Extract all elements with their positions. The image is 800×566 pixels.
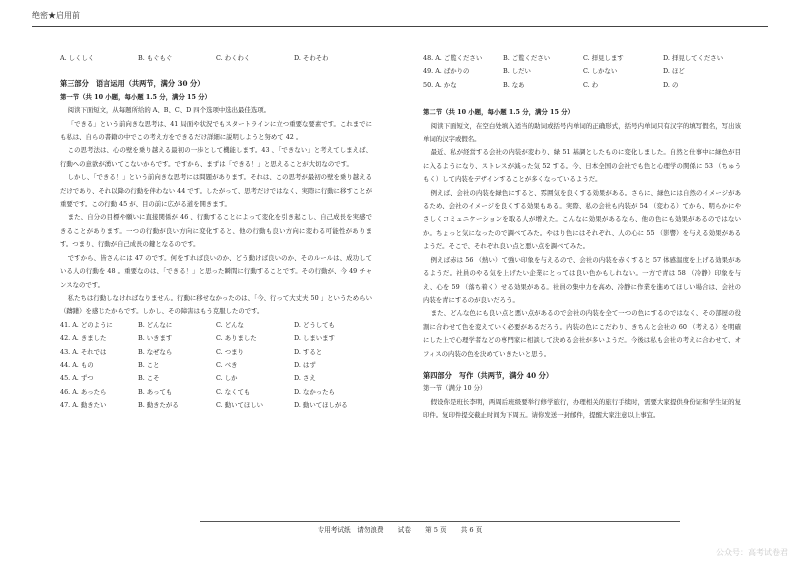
- option: D. どうしても: [294, 320, 335, 329]
- option: B. なあ: [503, 80, 525, 89]
- footer-note: 专用考试纸 请勿浪费: [317, 526, 384, 534]
- passage-paragraph: 「できる」という前向きな思考は、41 局面や状況でもスタートラインに立つ重要な要素です。これまでにも私は、自らの書籍の中でこの考え方をできるだけ詳細に説明しようと努めて 42 。: [60, 119, 372, 142]
- top-divider: [32, 26, 768, 27]
- question-row: [423, 79, 741, 92]
- writing-subsection-title: 第一节（满分 10 分）: [423, 384, 487, 393]
- question-row: [60, 399, 372, 412]
- option: D. 動いてほしがる: [294, 401, 348, 410]
- subsection-2-title: 第二节（共 10 小题，每小题 1.5 分，满分 15 分）: [423, 108, 574, 117]
- option: 41. A. どのように: [60, 320, 113, 329]
- option: A. しくしく: [60, 54, 95, 62]
- question-row: [60, 319, 372, 332]
- option: 43. A. それでは: [60, 347, 107, 356]
- option: C. わくわく: [216, 54, 251, 62]
- option: D. しまいます: [294, 334, 335, 343]
- option: 49. A. ばかりの: [423, 67, 470, 76]
- option: C. ありました: [216, 334, 257, 343]
- option: B. なぜなら: [138, 347, 173, 356]
- option: B. もぐもぐ: [138, 54, 173, 62]
- option: B. どんなに: [138, 320, 173, 329]
- question-options: [423, 52, 741, 92]
- passage-paragraph: また、どんな色にも良い点と悪い点があるので会社の内装を全て一つの色にするのではなく、その部屋の役割に合わせて色を変えていく必要があるだろう。内装の色にこだわり、きちんと会社の 60 （考える）を明確にした上で心理学者などの専門家に相談して決める会社が多いようだ。今後は私も会社の考えに合わせて、オフィスの内装の色を決めていきたいと思う。: [423, 309, 741, 358]
- writing-prompt: 假设你是班长李明，两周后班级要举行修学旅行，办理相关的旅行手续时，需要大家提供身份证和学生证的复印件。复印件提交截止时间为下周五。请你发送一封邮件，提醒大家注意以上事宜。: [423, 397, 741, 420]
- passage-paragraph: ですから、皆さんには 47 のです。何をすれば良いのか、どう動けば良いのか、そのルールは、成功している人の行動を 48 。重要なのは、「できる！」と思った瞬間に行動することです。その行動が、今 49 チャンスなのです。: [60, 253, 372, 289]
- page-number: 第 5 页: [425, 526, 447, 534]
- passage-paragraph: 最近、私が経営する会社の内装が変わり、緑 51 基調としたものに変化しました。自然と仕事中に緑色が目に入るようになり、ストレスが減った気 52 する。今、日本全国の会社でも色と心理学の関係に 53 （ちゅうもく）して内装をデザインすることが多くなっているようだ。: [423, 148, 741, 184]
- option: 50. A. かな: [423, 80, 457, 89]
- option: B. こと: [138, 360, 160, 369]
- option: B. こそ: [138, 374, 160, 383]
- subsection-1-title: 第一节（共 10 小题，每小题 1.5 分，满分 15 分）: [60, 92, 211, 101]
- bottom-divider: [200, 521, 680, 522]
- option: 46. A. あったら: [60, 387, 107, 396]
- passage-paragraph: この思考法は、心の壁を乗り越える最初の一歩として機能します。43 、「できない」と考えてしまえば、行動への意欲が湧いてこないからです。ですから、まずは「できる！」と思えることが大切なのです。: [60, 146, 372, 168]
- option: 42. A. きました: [60, 334, 107, 343]
- option: C. つまり: [216, 347, 244, 356]
- question-row: [60, 346, 372, 359]
- option: D. さえ: [294, 374, 316, 383]
- option: D. の: [663, 80, 679, 89]
- option: D. なかったら: [294, 387, 335, 396]
- section-4-title: 第四部分 写作（共两节，满分 40 分）: [423, 370, 554, 380]
- section-3-title: 第三部分 语言运用（共两节，满分 30 分）: [60, 79, 205, 89]
- option: C. なくても: [216, 387, 251, 396]
- question-row: [423, 65, 741, 78]
- question-row: [60, 332, 372, 345]
- option: 45. A. ずつ: [60, 374, 94, 383]
- question-row: [60, 386, 372, 399]
- option: B. あっても: [138, 387, 173, 396]
- option: D. ほど: [663, 67, 685, 76]
- option: 44. A. もの: [60, 360, 94, 369]
- option: C. べき: [216, 360, 238, 369]
- question-row: [423, 52, 741, 65]
- question-options: [60, 319, 372, 413]
- option: B. いきます: [138, 334, 173, 343]
- page-footer: [0, 524, 800, 534]
- question-row: [60, 359, 372, 372]
- passage-paragraph: 例えば赤は 56 （熱い）て強い印象を与えるので、会社の内装を赤くすると 57 体感温度を上げる効果があるようだ。社員のやる気を上げたい企業にとっては良い色かもしれない。一方で青は 58 （冷静）印象を与え、心を 59 （落ち着く）せる効果がある。社員の集中力を高め、冷静に作業を進めてほしい場合は、会社の内装を青にするのが良いだろう。: [423, 255, 741, 304]
- passage-paragraph: また、自分の目標や願いに直接関係が 46 、行動することによって変化を引き起こし、自己成長を実感できることがあります。一つの行動が良い方向に変化すると、他の行動も良い方向に変わる可能性があります。つまり、行動が自己成長の鍵となるのです。: [60, 213, 372, 249]
- option: D. そわそわ: [294, 54, 329, 62]
- option: D. はず: [294, 360, 316, 369]
- confidential-header: 绝密★启用前: [32, 11, 80, 20]
- right-column: [423, 52, 741, 423]
- option: C. しかない: [583, 67, 618, 76]
- option: 47. A. 動きたい: [60, 401, 107, 410]
- instructions: 阅读下面短文，在空白处填入适当的助词或括号内单词的正确形式，括号内单词只有汉字的填写假名，写出该单词的汉字或假名。: [423, 121, 741, 144]
- option: 48. A. ご覧ください: [423, 54, 483, 62]
- option: C. 拝見します: [583, 54, 624, 62]
- question-row: [60, 372, 372, 385]
- top-options-row: [60, 52, 372, 65]
- passage-paragraph: 例えば、会社の内装を緑色にすると、雰囲気を良くする効果がある。さらに、緑色には自然のイメージがあるため、会社のイメージを良くする効果もある。実際、私の会社も内装が 54 （変わる）てから、明らかにやさしくコミュニケーションを取る人が増えた。こんなに効果があるなら、他の色にも効果があるのではないか。ちょっと気になったので調べてみた。やはり色にはそれぞれ、人の心に 55 （影響）を与える効果があるようだ。そこで、それぞれ良い点と悪い点を調べてみた。: [423, 188, 741, 251]
- page-total: 共 6 页: [460, 526, 483, 534]
- watermark: 公众号：高考试卷君: [716, 548, 788, 557]
- footer-label: 试卷: [397, 526, 411, 534]
- option: B. 動きたがる: [138, 401, 179, 410]
- instructions: 阅读下面短文，从每题所给的 A、B、C、D 四个选项中选出最佳选项。: [67, 106, 270, 115]
- option: B. ご覧ください: [503, 54, 551, 62]
- option: C. 動いてほしい: [216, 401, 264, 410]
- left-column: [60, 52, 372, 413]
- option: C. どんな: [216, 320, 244, 329]
- option: C. しか: [216, 374, 238, 383]
- option: D. すると: [294, 347, 323, 356]
- passage-paragraph: 私たちは行動しなければなりません。行動に移せなかったのは、「今、行って大丈夫 50 」というためらい（躊躇）を感じたからです。しかし、その障害はもう克服したのです。: [60, 293, 372, 316]
- option: B. しだい: [503, 67, 531, 76]
- option: C. わ: [583, 80, 599, 89]
- passage-paragraph: しかし、「できる！」という前向きな思考には問題があります。それは、この思考が最初の壁を乗り越えるだけであり、それ以降の行動を伴わない 44 です。したがって、思考だけではなく、実際に行動に移すことが重要です。この行動 45 が、目の前に広がる道を開きます。: [60, 173, 372, 209]
- option: D. 拝見してください: [663, 54, 724, 62]
